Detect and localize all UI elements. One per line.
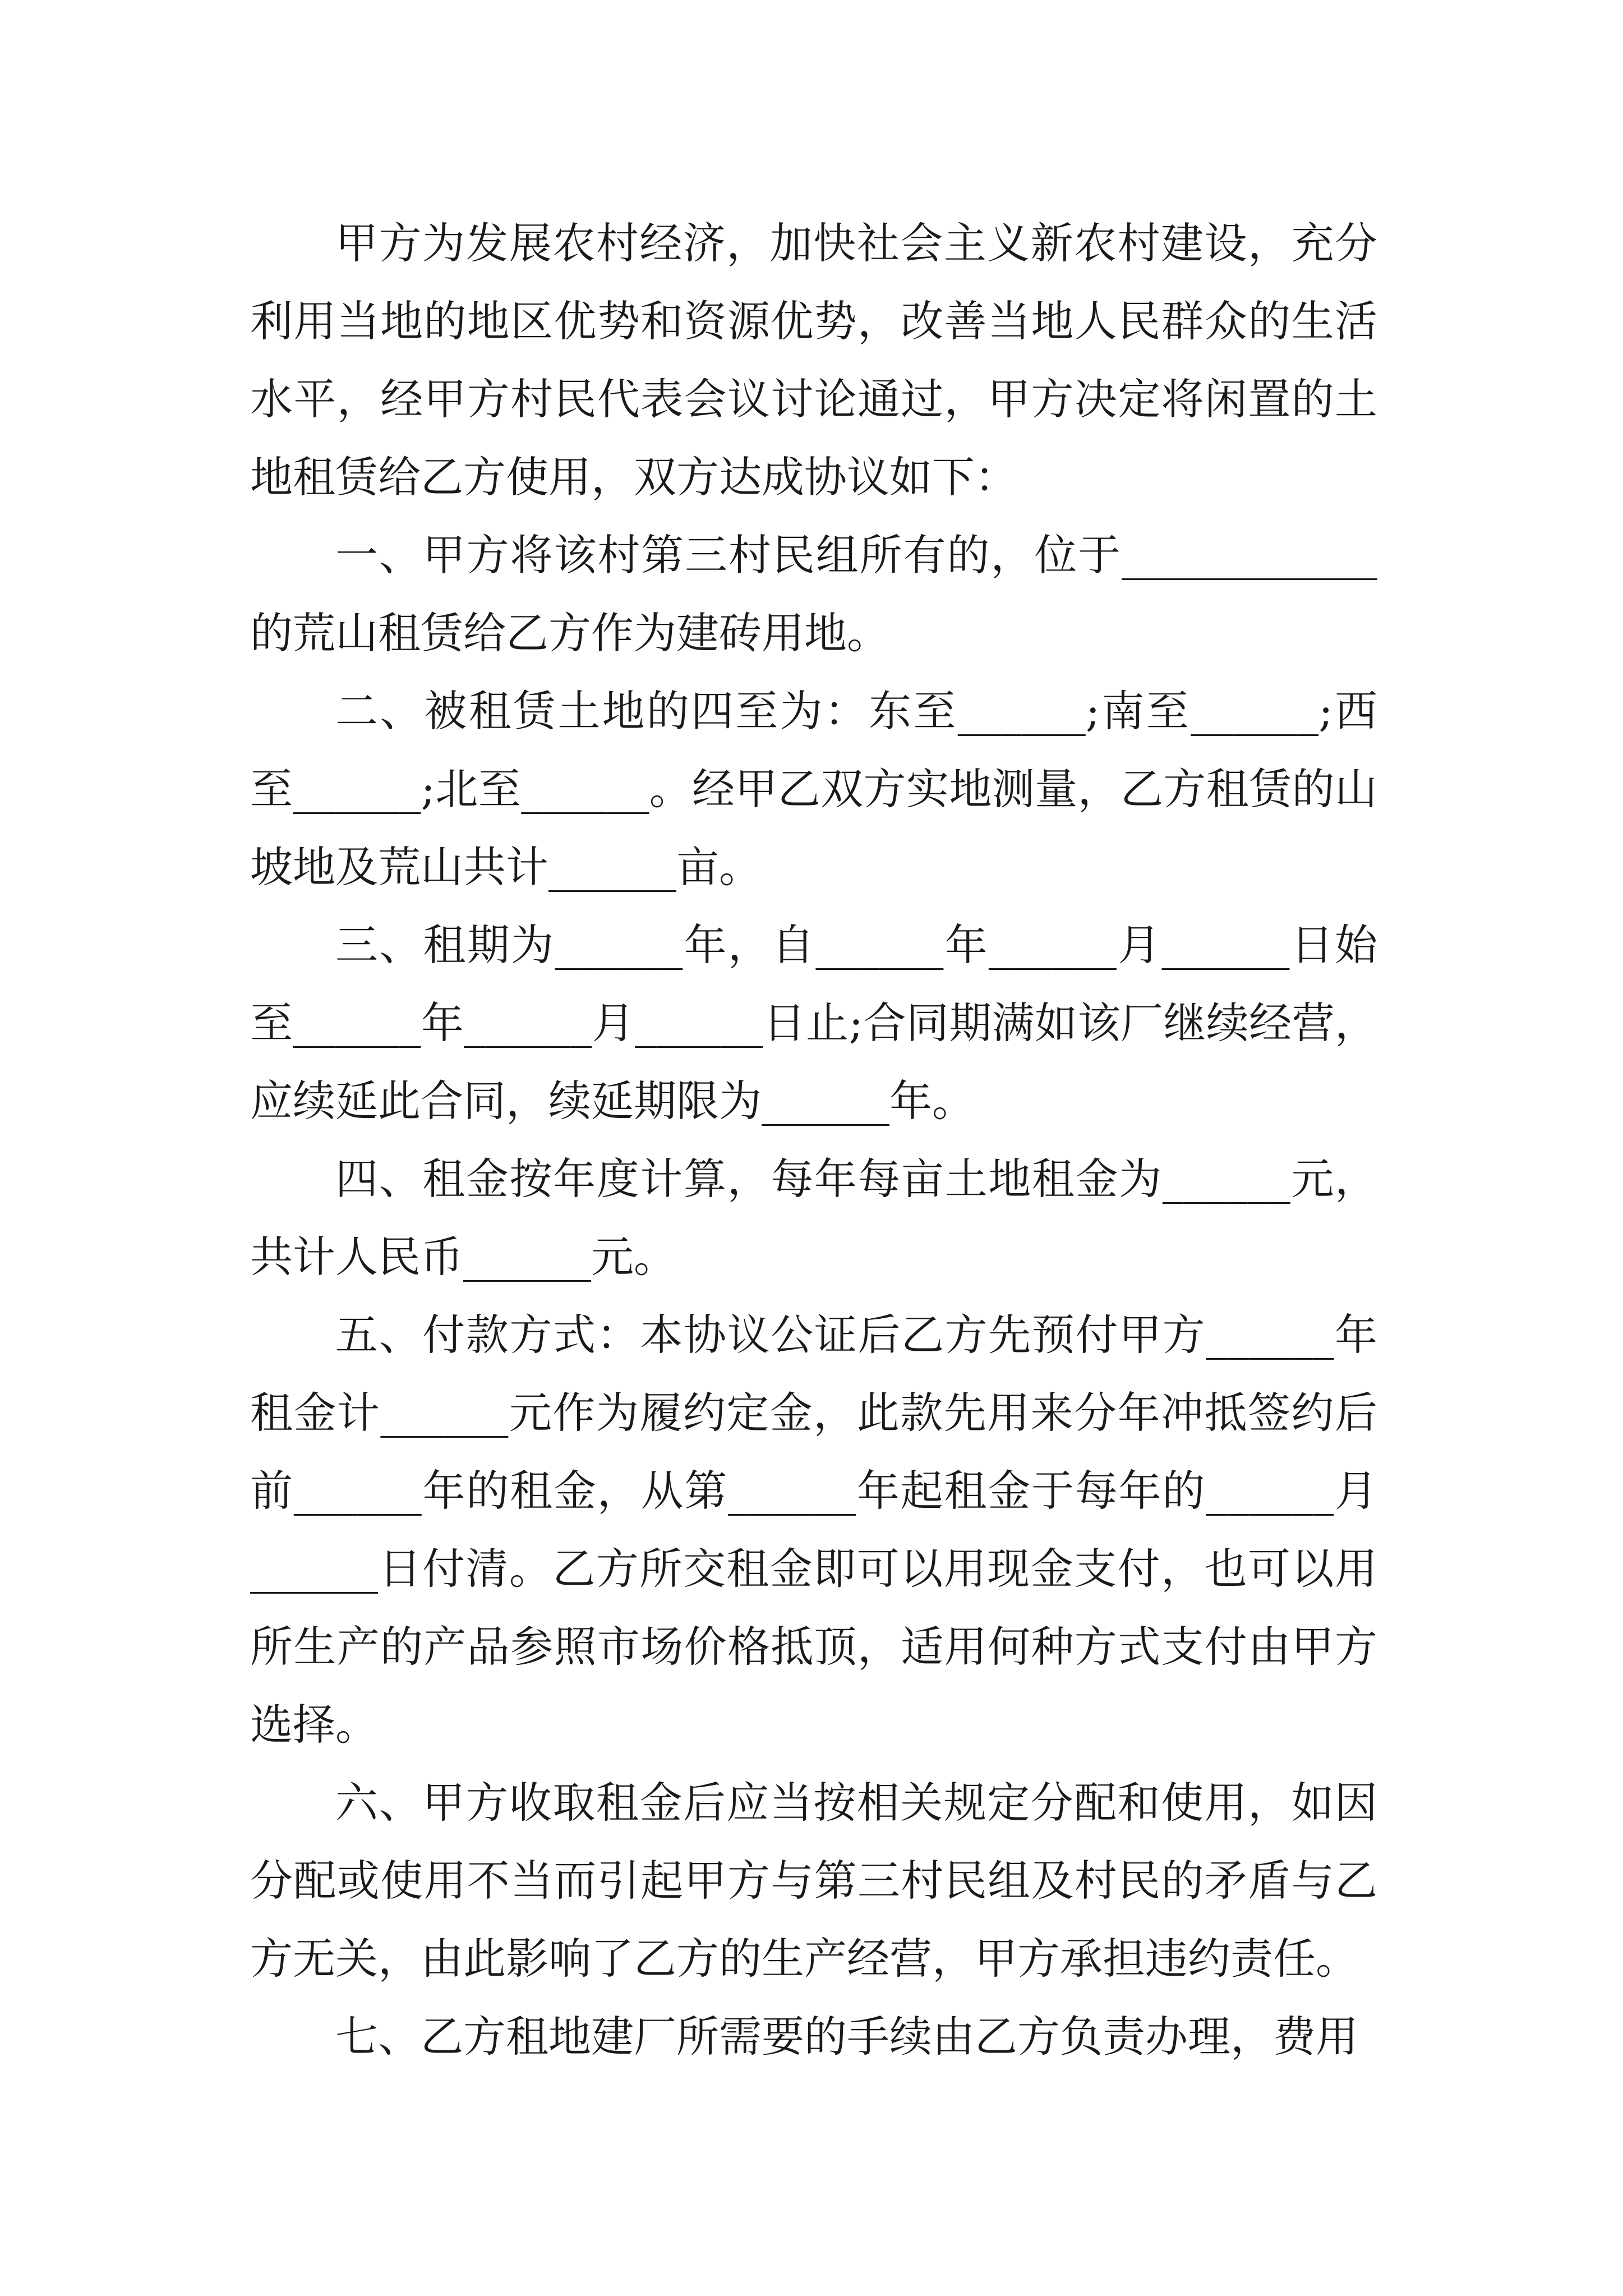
paragraph-clause-4: 四、租金按年度计算，每年每亩土地租金为______元，共计人民币______元。 <box>250 1154 1377 1282</box>
paragraph-clause-2: 二、被租赁土地的四至为：东至______;南至______;西至______;北至______。经甲乙双方实地测量，乙方租赁的山坡地及荒山共计______亩。 <box>250 686 1377 892</box>
paragraph-clause-6: 六、甲方收取租金后应当按相关规定分配和使用，如因分配或使用不当而引起甲方与第三村民组及村民的矛盾与乙方无关，由此影响了乙方的生产经营，甲方承担违约责任。 <box>250 1778 1377 1984</box>
paragraph-preamble: 甲方为发展农村经济，加快社会主义新农村建设，充分利用当地的地区优势和资源优势，改善当地人民群众的生活水平，经甲方村民代表会议讨论通过，甲方决定将闲置的土地租赁给乙方使用，双方达成协议如下： <box>250 218 1377 502</box>
paragraph-clause-1: 一、甲方将该村第三村民组所有的，位于____________的荒山租赁给乙方作为建砖用地。 <box>250 530 1377 658</box>
paragraph-clause-5: 五、付款方式：本协议公证后乙方先预付甲方______年租金计______元作为履约定金，此款先用来分年冲抵签约后前______年的租金，从第______年起租金于每年的______月______日付清。乙方所交租金即可以用现金支付，也可以用所生产的产品参照市场价格抵顶，适用何种方式支付由甲方选择。 <box>250 1310 1377 1750</box>
paragraph-clause-3: 三、租期为______年，自______年______月______日始至______年______月______日止;合同期满如该厂继续经营，应续延此合同，续延期限为______年。 <box>250 920 1377 1126</box>
paragraph-clause-7: 七、乙方租地建厂所需要的手续由乙方负责办理，费用 <box>335 2012 1358 2062</box>
document-body <box>250 204 1377 2076</box>
